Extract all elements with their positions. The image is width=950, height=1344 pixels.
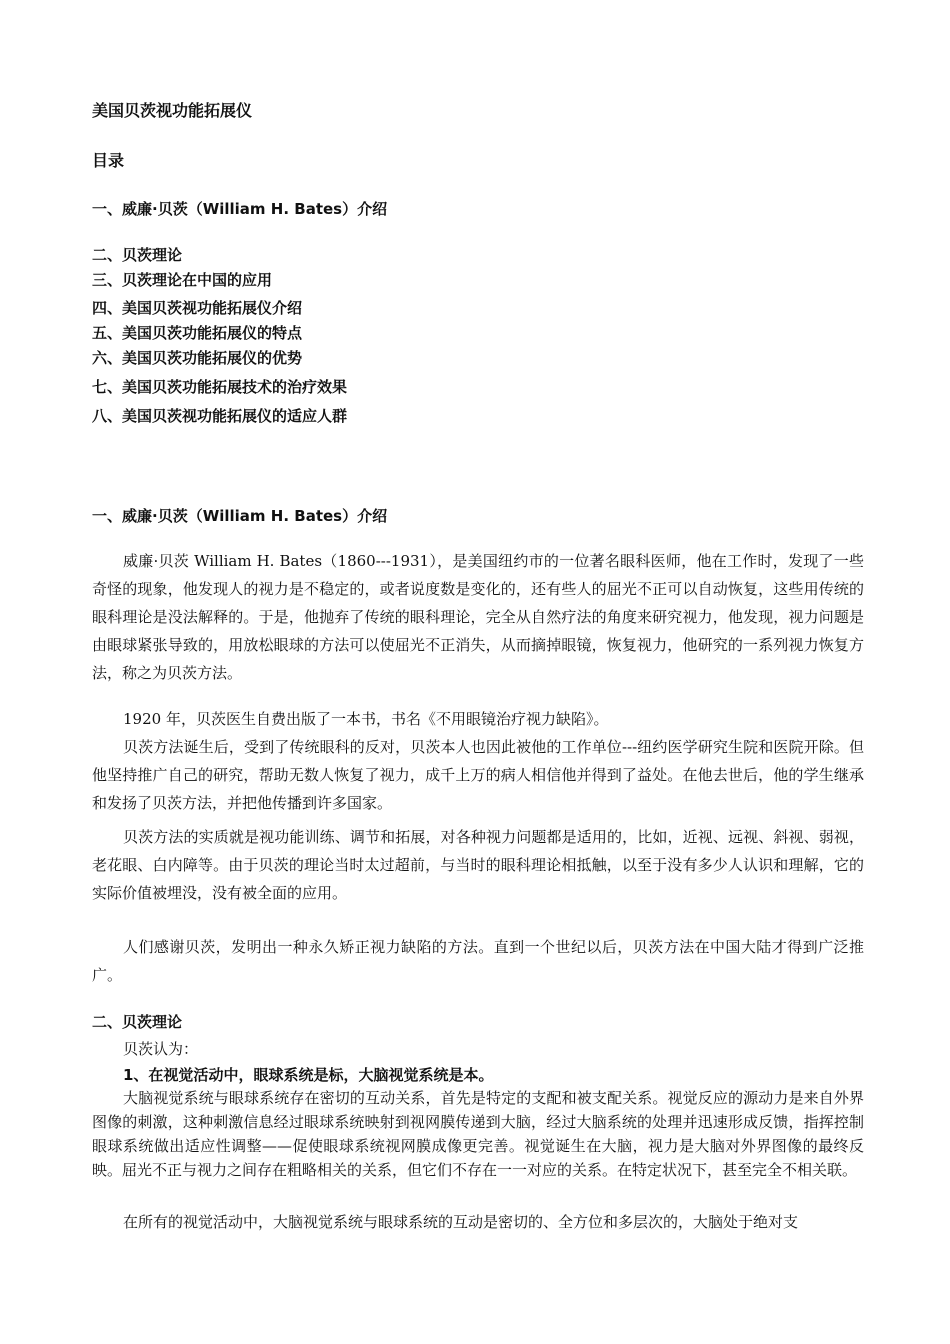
section-1-paragraph-4: 贝茨方法的实质就是视功能训练、调节和拓展，对各种视力问题都是适用的，比如，近视、远视、斜视、弱视，老花眼、白内障等。由于贝茨的理论当时太过超前，与当时的眼科理论相抵触，以至于没有多少人认识和理解，它的实际价值被埋没，没有被全面的应用。 xyxy=(92,828,864,902)
section-2-paragraph-2: 在所有的视觉活动中，大脑视觉系统与眼球系统的互动是密切的、全方位和多层次的，大脑处于绝对支 xyxy=(123,1213,799,1231)
section-2-intro: 贝茨认为： xyxy=(123,1040,199,1058)
document-title: 美国贝茨视功能拓展仪 xyxy=(92,101,253,120)
toc-heading: 目录 xyxy=(92,151,125,170)
toc-item-8: 八、美国贝茨视功能拓展仪的适应人群 xyxy=(92,407,348,425)
toc-item-5: 五、美国贝茨功能拓展仪的特点 xyxy=(92,324,303,342)
section-1-paragraph-2: 1920 年，贝茨医生自费出版了一本书，书名《不用眼镜治疗视力缺陷》。 xyxy=(123,710,609,728)
toc-item-7: 七、美国贝茨功能拓展技术的治疗效果 xyxy=(92,378,348,396)
section-2-point-1: 1、在视觉活动中，眼球系统是标，大脑视觉系统是本。 xyxy=(123,1066,494,1084)
toc-item-1: 一、威廉·贝茨（William H. Bates）介绍 xyxy=(92,200,388,218)
toc-item-2: 二、贝茨理论 xyxy=(92,246,183,264)
section-1-paragraph-5: 人们感谢贝茨，发明出一种永久矫正视力缺陷的方法。直到一个世纪以后，贝茨方法在中国大陆才得到广泛推广。 xyxy=(92,938,864,984)
toc-item-4: 四、美国贝茨视功能拓展仪介绍 xyxy=(92,299,303,317)
section-1-paragraph-1: 威廉·贝茨 William H. Bates（1860---1931），是美国纽约市的一位著名眼科医师，他在工作时，发现了一些奇怪的现象，他发现人的视力是不稳定的，或者说度数是变化的，还有些人的屈光不正可以自动恢复，这些用传统的眼科理论是没法解释的。于是，他抛弃了传统的眼科理论，完全从自然疗法的角度来研究视力，他发现，视力问题是由眼球紧张导致的，用放松眼球的方法可以使屈光不正消失，从而摘掉眼镜，恢复视力，他研究的一系列视力恢复方法，称之为贝茨方法。 xyxy=(92,552,864,682)
section-1-paragraph-3: 贝茨方法诞生后，受到了传统眼科的反对，贝茨本人也因此被他的工作单位---纽约医学研究生院和医院开除。但他坚持推广自己的研究，帮助无数人恢复了视力，成千上万的病人相信他并得到了益处。在他去世后，他的学生继承和发扬了贝茨方法，并把他传播到许多国家。 xyxy=(92,738,864,812)
toc-item-6: 六、美国贝茨功能拓展仪的优势 xyxy=(92,349,303,367)
section-2-paragraph-1: 大脑视觉系统与眼球系统存在密切的互动关系，首先是特定的支配和被支配关系。视觉反应的源动力是来自外界图像的刺激，这种刺激信息经过眼球系统映射到视网膜传递到大脑，经过大脑系统的处理并迅速形成反馈，指挥控制眼球系统做出适应性调整——促使眼球系统视网膜成像更完善。视觉诞生在大脑，视力是大脑对外界图像的最终反映。屈光不正与视力之间存在粗略相关的关系，但它们不存在一一对应的关系。在特定状况下，甚至完全不相关联。 xyxy=(92,1089,864,1179)
section-2-heading: 二、贝茨理论 xyxy=(92,1013,183,1031)
section-1-heading: 一、威廉·贝茨（William H. Bates）介绍 xyxy=(92,507,388,525)
toc-item-3: 三、贝茨理论在中国的应用 xyxy=(92,271,273,289)
